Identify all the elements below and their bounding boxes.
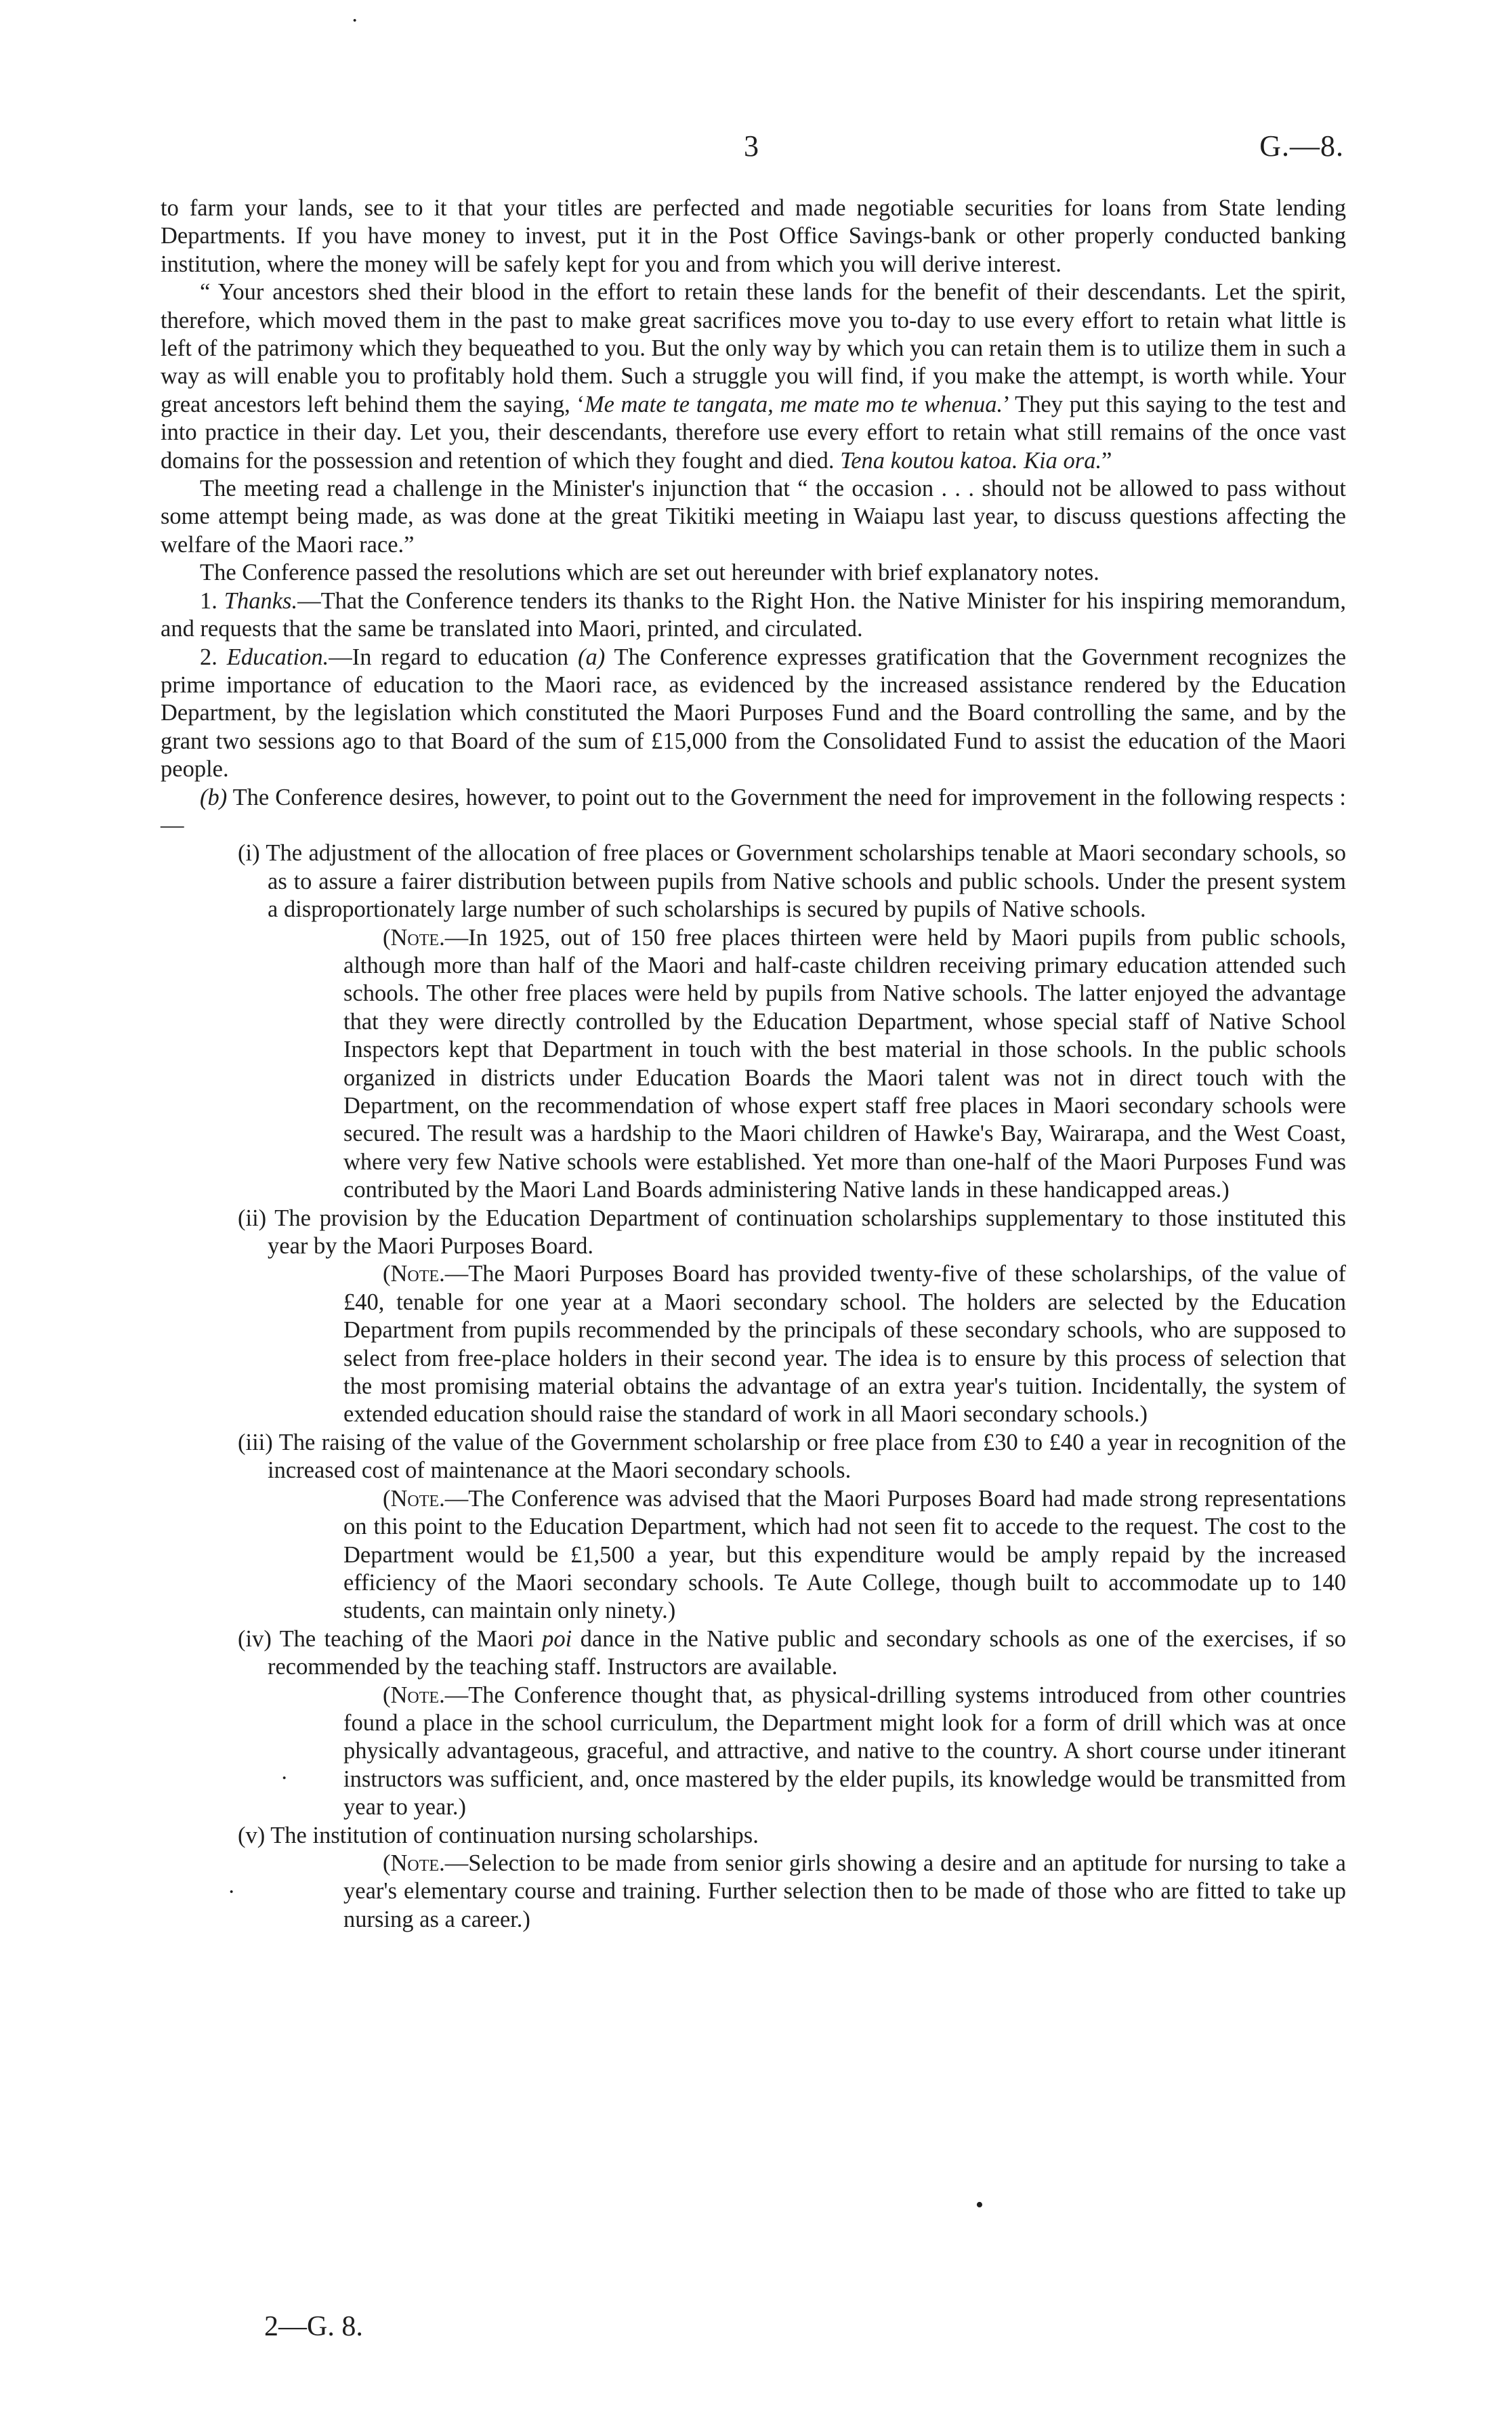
list-item-ii: (ii) The provision by the Education Department of continuation scholarships supplementary to those instituted this year by the Maori Purposes Board. — [238, 1205, 1346, 1260]
note-ii: (Note.—The Maori Purposes Board has provided twenty-five of these scholarships, of the value of £40, tenable for one year at a Maori secondary school. The holders are selected by the Education Department from pupils recommended by the principals of these secondary schools, who are supposed to select from free-place holders in their second year. The idea is to ensure by this process of selection that the most promising material obtains the advantage of an extra year's tuition. Incidentally, the system of extended education should raise the standard of work in all Maori secondary schools.) — [343, 1261, 1346, 1428]
note-iv: (Note.—The Conference thought that, as physical-drilling systems introduced from other countries found a place in the school curriculum, the Department might look for a form of drill which was at once physically advantageous, graceful, and attractive, and native to the country. A short course under itinerant instructors was sufficient, and, once mastered by the elder pupils, its knowledge would be transmitted from year to year.) — [343, 1682, 1346, 1821]
note-v: (Note.—Selection to be made from senior girls showing a desire and an aptitude for nursing to take a year's elementary course and training. Further selection then to be made of those who are fitted to take up nursing as a career.) — [343, 1850, 1346, 1932]
speck-mark: · — [351, 8, 359, 33]
speck-mark: • — [975, 2192, 984, 2218]
sheet-signature: 2—G. 8. — [264, 2311, 363, 2342]
resolution-thanks: 1. Thanks.—That the Conference tenders its thanks to the Right Hon. the Native Minister for his inspiring memorandum, and requests that the same be translated into Maori, printed, and circulated. — [161, 587, 1346, 642]
list-item-iii: (iii) The raising of the value of the Government scholarship or free place from £30 to £40 a year in recognition of the increased cost of maintenance at the Maori secondary schools. — [238, 1429, 1346, 1484]
note-iii: (Note.—The Conference was advised that the Maori Purposes Board had made strong representations on this point to the Education Department, which had not seen fit to accede to the request. The cost to the Department would be £1,500 a year, but this expenditure would be amply repaid by the increased efficiency of the Maori secondary schools. Te Aute College, though built to accommodate up to 140 students, can maintain only ninety.) — [343, 1485, 1346, 1624]
speck-mark: · — [280, 1766, 289, 1791]
page-number: 3 — [744, 129, 759, 163]
paragraph-resolutions-intro: The Conference passed the resolutions which are set out hereunder with brief explanatory notes. — [200, 560, 1099, 586]
speck-mark: · — [228, 1879, 236, 1905]
list-item-v: (v) The institution of continuation nursing scholarships. — [238, 1822, 759, 1848]
paragraph-meeting-challenge: The meeting read a challenge in the Minister's injunction that “ the occasion . . . should not be allowed to pass without some attempt being made, as was done at the great Tikitiki meeting in Waiapu last year, to discuss questions affecting the welfare of the Maori race.” — [161, 476, 1346, 558]
page-header — [0, 129, 1512, 169]
body-text — [161, 194, 1346, 1934]
paragraph-ancestors: “ Your ancestors shed their blood in the effort to retain these lands for the benefit of their descendants. Let the spirit, therefore, which moved them in the past to make great sacrifices move you to-day to use every effort to retain what little is left of the patrimony which they bequeathed to you. But the only way by which you can retain them is to utilize them in such a way as will enable you to profitably hold them. Such a struggle you will find, if you make the attempt, is worth while. Your great ancestors left behind them the saying, ‘Me mate te tangata, me mate mo te whenua.’ They put this saying to the test and into practice in their day. Let you, their descendants, therefore use every effort to retain what still remains of the once vast domains for the possession and retention of which they fought and died. Tena koutou katoa. Kia ora.” — [161, 279, 1346, 474]
resolution-education-b: (b) The Conference desires, however, to point out to the Government the need for improvement in the following respects :— — [161, 784, 1346, 838]
document-reference: G.—8. — [1259, 129, 1344, 163]
list-item-i: (i) The adjustment of the allocation of free places or Government scholarships tenable at Maori secondary schools, so as to assure a fairer distribution between pupils from Native schools and public schools. Under the present system a disproportionately large number of such scholarships is secured by pupils of Native schools. — [238, 840, 1346, 923]
list-item-iv: (iv) The teaching of the Maori poi dance in the Native public and secondary schools as one of the exercises, if so recommended by the teaching staff. Instructors are available. — [238, 1625, 1346, 1680]
paragraph-farm-lands: to farm your lands, see to it that your titles are perfected and made negotiable securities for loans from State lending Departments. If you have money to invest, put it in the Post Office Savings-bank or other properly conducted banking institution, where the money will be safely kept for you and from which you will derive interest. — [161, 195, 1346, 277]
note-i: (Note.—In 1925, out of 150 free places thirteen were held by Maori pupils from public schools, although more than half of the Maori and half-caste children receiving primary education attended such schools. The other free places were held by pupils from Native schools. The latter enjoyed the advantage that they were directly controlled by the Education Department, whose special staff of Native School Inspectors kept that Department in touch with the best material in those schools. In the public schools organized in districts under Education Boards the Maori talent was not in direct touch with the Department, on the recommendation of whose expert staff free places in Maori secondary schools were secured. The result was a hardship to the Maori children of Hawke's Bay, Wairarapa, and the West Coast, where very few Native schools were established. Yet more than one-half of the Maori Purposes Fund was contributed by the Maori Land Boards administering Native lands in these handicapped areas.) — [343, 924, 1346, 1203]
resolution-education: 2. Education.—In regard to education (a) The Conference expresses gratification that the Government recognizes the prime importance of education to the Maori race, as evidenced by the increased assistance rendered by the Education Department, by the legislation which constituted the Maori Purposes Fund and the Board controlling the same, and by the grant two sessions ago to that Board of the sum of £15,000 from the Consolidated Fund to assist the education of the Maori people. — [161, 644, 1347, 783]
